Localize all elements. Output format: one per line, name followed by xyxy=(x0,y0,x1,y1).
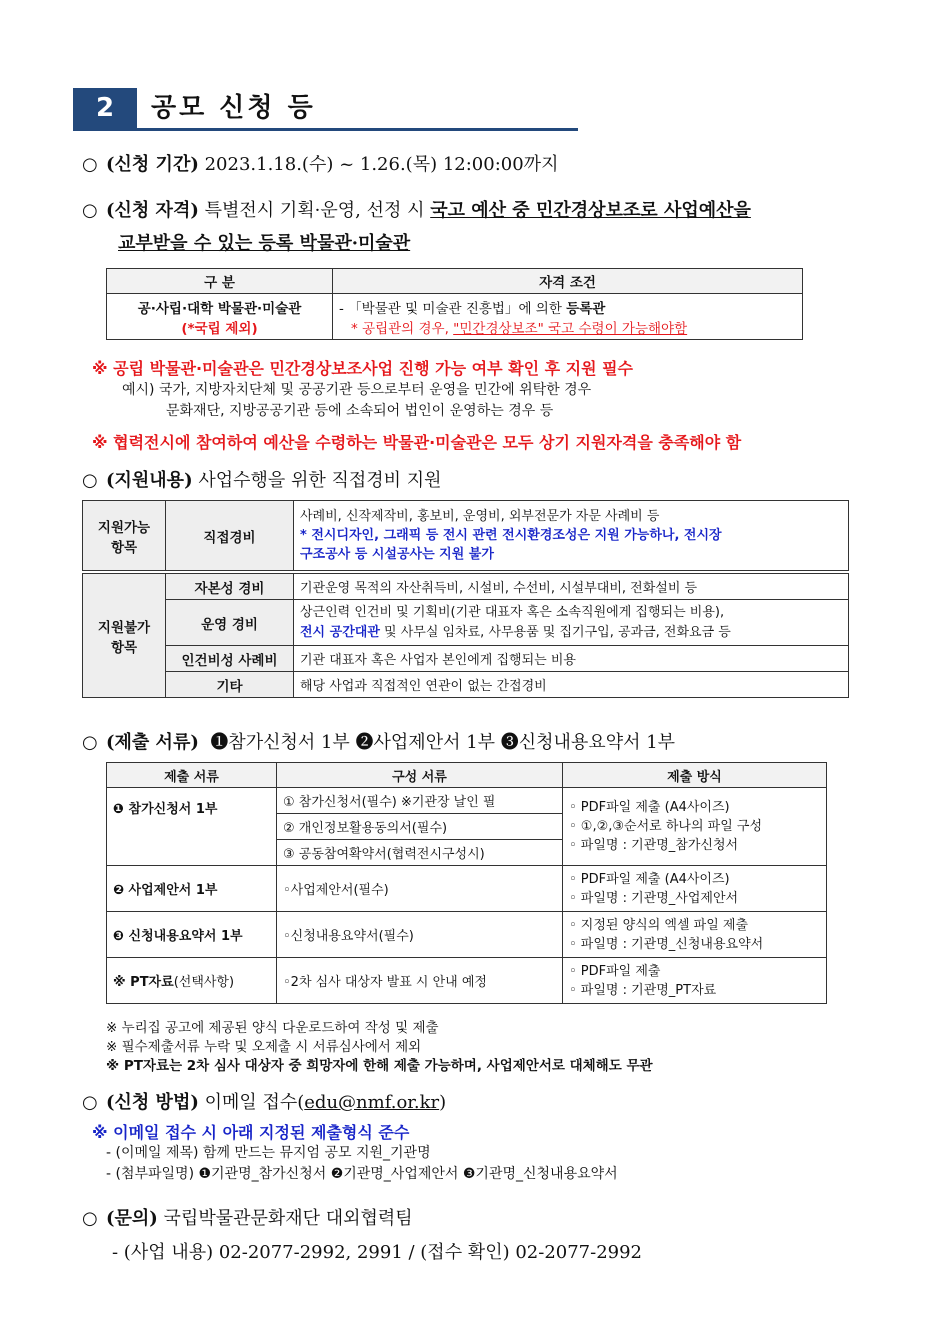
eligibility-underline-1: 국고 예산 중 민간경상보조로 사업예산을 xyxy=(430,200,751,221)
docs-r3-method-2: ◦ 파일명 : 기관명_신청내용요약서 xyxy=(569,936,764,952)
docs-r1-item: ② 개인정보활용동의서(필수) xyxy=(277,814,563,840)
elig-row-label-2: (*국립 제외) xyxy=(181,320,258,337)
direct-line-3: 구조공사 등 시설공사는 지원 불가 xyxy=(300,547,494,562)
docs-r3-method xyxy=(563,912,827,958)
email-notice-line-2: - (첨부파일명) ❶기관명_참가신청서 ❷기관명_사업제안서 ❸기관명_신청내용요약서 xyxy=(106,1166,618,1182)
section-title: 공모 신청 등 xyxy=(151,93,316,123)
docs-r2-method xyxy=(563,866,827,912)
circle-bullet-icon: ○ xyxy=(82,1208,98,1229)
docs-r1-item: ③ 공동참여확약서(협력전시구성시) xyxy=(277,840,563,866)
direct-line-2: * 전시디자인, 그래픽 등 전시 관련 전시환경조성은 지원 가능하나, 전시장 xyxy=(300,528,722,543)
period-line xyxy=(82,150,558,176)
docs-header-components: 구성 서류 xyxy=(277,763,563,788)
ineligible-row-label: 인건비성 사례비 xyxy=(166,646,294,672)
docs-header-doc: 제출 서류 xyxy=(107,763,277,788)
support-label: (지원내용) xyxy=(106,470,193,491)
example-line-2: 문화재단, 지방공공기관 등에 소속되어 법인이 운영하는 경우 등 xyxy=(166,403,554,419)
operating-rest: 및 사무실 임차료, 사무용품 및 집기구입, 공과금, 전화요금 등 xyxy=(379,624,731,640)
docs-value: ❶참가신청서 1부 ❷사업제안서 1부 ❸신청내용요약서 1부 xyxy=(210,732,676,753)
eligible-label: 지원가능 항목 xyxy=(83,501,166,571)
ineligible-row-label: 기타 xyxy=(166,672,294,698)
docs-r2-item: ◦사업제안서(필수) xyxy=(277,866,563,912)
method-value-b: ) xyxy=(439,1092,447,1113)
eligibility-text: 특별전시 기획·운영, 선정 시 xyxy=(204,200,425,221)
ineligible-label: 지원불가 항목 xyxy=(83,574,166,698)
elig-row-label-1: 공·사립·대학 박물관·미술관 xyxy=(137,300,302,317)
coop-exhibit-notice: ※ 협력전시에 참여하여 예산을 수령하는 박물관·미술관은 모두 상기 지원자격을 충족해야 함 xyxy=(92,433,742,452)
email-notice-title: ※ 이메일 접수 시 아래 지정된 제출형식 준수 xyxy=(92,1123,410,1142)
period-label: (신청 기간) xyxy=(106,154,199,175)
operating-line-2 xyxy=(300,623,842,643)
direct-line-1: 사례비, 신작제작비, 홍보비, 운영비, 외부전문가 자문 사례비 등 xyxy=(300,509,660,524)
section-number: 2 xyxy=(73,88,137,128)
elig-cond-1a: - 「박물관 및 미술관 진흥법」에 의한 xyxy=(339,300,567,317)
docs-r4-method-2: ◦ 파일명 : 기관명_PT자료 xyxy=(569,982,717,998)
email-notice-line-1: - (이메일 제목) 함께 만드는 뮤지엄 공모 지원_기관명 xyxy=(106,1145,431,1161)
docs-r4-label xyxy=(107,958,277,1004)
elig-cond-1b: 등록관 xyxy=(566,300,606,317)
eligibility-label: (신청 자격) xyxy=(106,200,199,221)
elig-cond-2a: * 공립관의 경우, xyxy=(351,320,454,337)
contact-label: (문의) xyxy=(106,1208,158,1229)
docs-r3-item: ◦신청내용요약서(필수) xyxy=(277,912,563,958)
eligibility-line-2 xyxy=(118,229,410,255)
docs-r1-item: ① 참가신청서(필수) ※기관장 날인 필 xyxy=(277,788,563,814)
docs-r2-label: ❷ 사업제안서 1부 xyxy=(107,866,277,912)
circle-bullet-icon: ○ xyxy=(82,200,98,221)
docs-r4-method-1: ◦ PDF파일 제출 xyxy=(569,963,661,979)
docs-note-1: ※ 누리집 공고에 제공된 양식 다운로드하여 작성 및 제출 xyxy=(106,1020,439,1036)
eligibility-line xyxy=(82,196,751,222)
operating-line-1: 상근인력 인건비 및 기획비(기관 대표자 혹은 소속직원에게 집행되는 비용), xyxy=(300,604,725,620)
elig-cond-2b: "민간경상보조" 국고 수령이 가능해야함 xyxy=(453,320,688,337)
section-header xyxy=(73,88,578,132)
method-label: (신청 방법) xyxy=(106,1092,199,1113)
section-rule xyxy=(73,128,578,131)
support-ineligible-table xyxy=(82,573,849,698)
docs-r3-method-1: ◦ 지정된 양식의 엑셀 파일 제출 xyxy=(569,917,749,933)
elig-cond-1 xyxy=(339,297,796,317)
docs-r2-method-1: ◦ PDF파일 제출 (A4사이즈) xyxy=(569,871,730,887)
docs-r1-label: ❶ 참가신청서 1부 xyxy=(107,788,277,866)
contact-value: 국립박물관문화재단 대외협력팀 xyxy=(163,1208,413,1229)
eligibility-table xyxy=(106,268,803,340)
docs-r1-method xyxy=(563,788,827,866)
docs-label: (제출 서류) xyxy=(106,732,199,753)
elig-cond-2 xyxy=(339,317,796,337)
docs-r3-label: ❸ 신청내용요약서 1부 xyxy=(107,912,277,958)
docs-r1-method-3: ◦ 파일명 : 기관명_참가신청서 xyxy=(569,838,739,853)
ineligible-row-label: 운영 경비 xyxy=(166,600,294,646)
direct-cost-label: 직접경비 xyxy=(166,501,294,571)
ineligible-row-text xyxy=(294,600,849,646)
circle-bullet-icon: ○ xyxy=(82,1092,98,1113)
circle-bullet-icon: ○ xyxy=(82,154,98,175)
period-value: 2023.1.18.(수) ~ 1.26.(목) 12:00:00까지 xyxy=(204,154,559,175)
support-value: 사업수행을 위한 직접경비 지원 xyxy=(198,470,442,491)
docs-r4-item: ◦2차 심사 대상자 발표 시 안내 예정 xyxy=(277,958,563,1004)
support-line xyxy=(82,466,442,492)
docs-r4-method xyxy=(563,958,827,1004)
elig-header-category: 구 분 xyxy=(107,269,333,294)
docs-line xyxy=(82,728,675,754)
elig-condition-cell xyxy=(333,294,803,340)
docs-r4-label-b: (선택사항) xyxy=(173,975,235,990)
example-line-1: 예시) 국가, 지방자치단체 및 공공기관 등으로부터 운영을 민간에 위탁한 경우 xyxy=(122,382,592,398)
ineligible-row-text: 기관운영 목적의 자산취득비, 시설비, 수선비, 시설부대비, 전화설비 등 xyxy=(294,574,849,600)
public-museum-notice: ※ 공립 박물관·미술관은 민간경상보조사업 진행 가능 여부 확인 후 지원 필수 xyxy=(92,359,634,378)
docs-r1-method-1: ◦ PDF파일 제출 (A4사이즈) xyxy=(569,800,730,815)
eligibility-underline-2: 교부받을 수 있는 등록 박물관·미술관 xyxy=(118,233,411,254)
email-link[interactable]: edu@nmf.or.kr xyxy=(304,1092,440,1113)
circle-bullet-icon: ○ xyxy=(82,470,98,491)
elig-header-condition: 자격 조건 xyxy=(333,269,803,294)
ineligible-row-label: 자본성 경비 xyxy=(166,574,294,600)
circle-bullet-icon: ○ xyxy=(82,732,98,753)
support-eligible-table xyxy=(82,500,849,571)
contact-detail: - (사업 내용) 02-2077-2992, 2991 / (접수 확인) 02-2077-2992 xyxy=(112,1242,643,1263)
docs-header-method: 제출 방식 xyxy=(563,763,827,788)
docs-r1-method-2: ◦ ①,②,③순서로 하나의 파일 구성 xyxy=(569,819,763,834)
docs-note-2: ※ 필수제출서류 누락 및 오제출 시 서류심사에서 제외 xyxy=(106,1039,422,1055)
docs-r2-method-2: ◦ 파일명 : 기관명_사업제안서 xyxy=(569,890,739,906)
method-line xyxy=(82,1088,446,1114)
method-value-a: 이메일 접수( xyxy=(204,1092,305,1113)
direct-cost-desc xyxy=(294,501,849,571)
ineligible-row-text: 기관 대표자 혹은 사업자 본인에게 집행되는 비용 xyxy=(294,646,849,672)
elig-row-label xyxy=(107,294,333,340)
operating-blue: 전시 공간대관 xyxy=(300,624,380,640)
docs-r4-label-a: ※ PT자료 xyxy=(113,975,174,990)
docs-note-3: ※ PT자료는 2차 심사 대상자 중 희망자에 한해 제출 가능하며, 사업제안서로 대체해도 무관 xyxy=(106,1058,653,1074)
ineligible-row-text: 해당 사업과 직접적인 연관이 없는 간접경비 xyxy=(294,672,849,698)
docs-table xyxy=(106,762,827,1004)
contact-line xyxy=(82,1204,413,1230)
